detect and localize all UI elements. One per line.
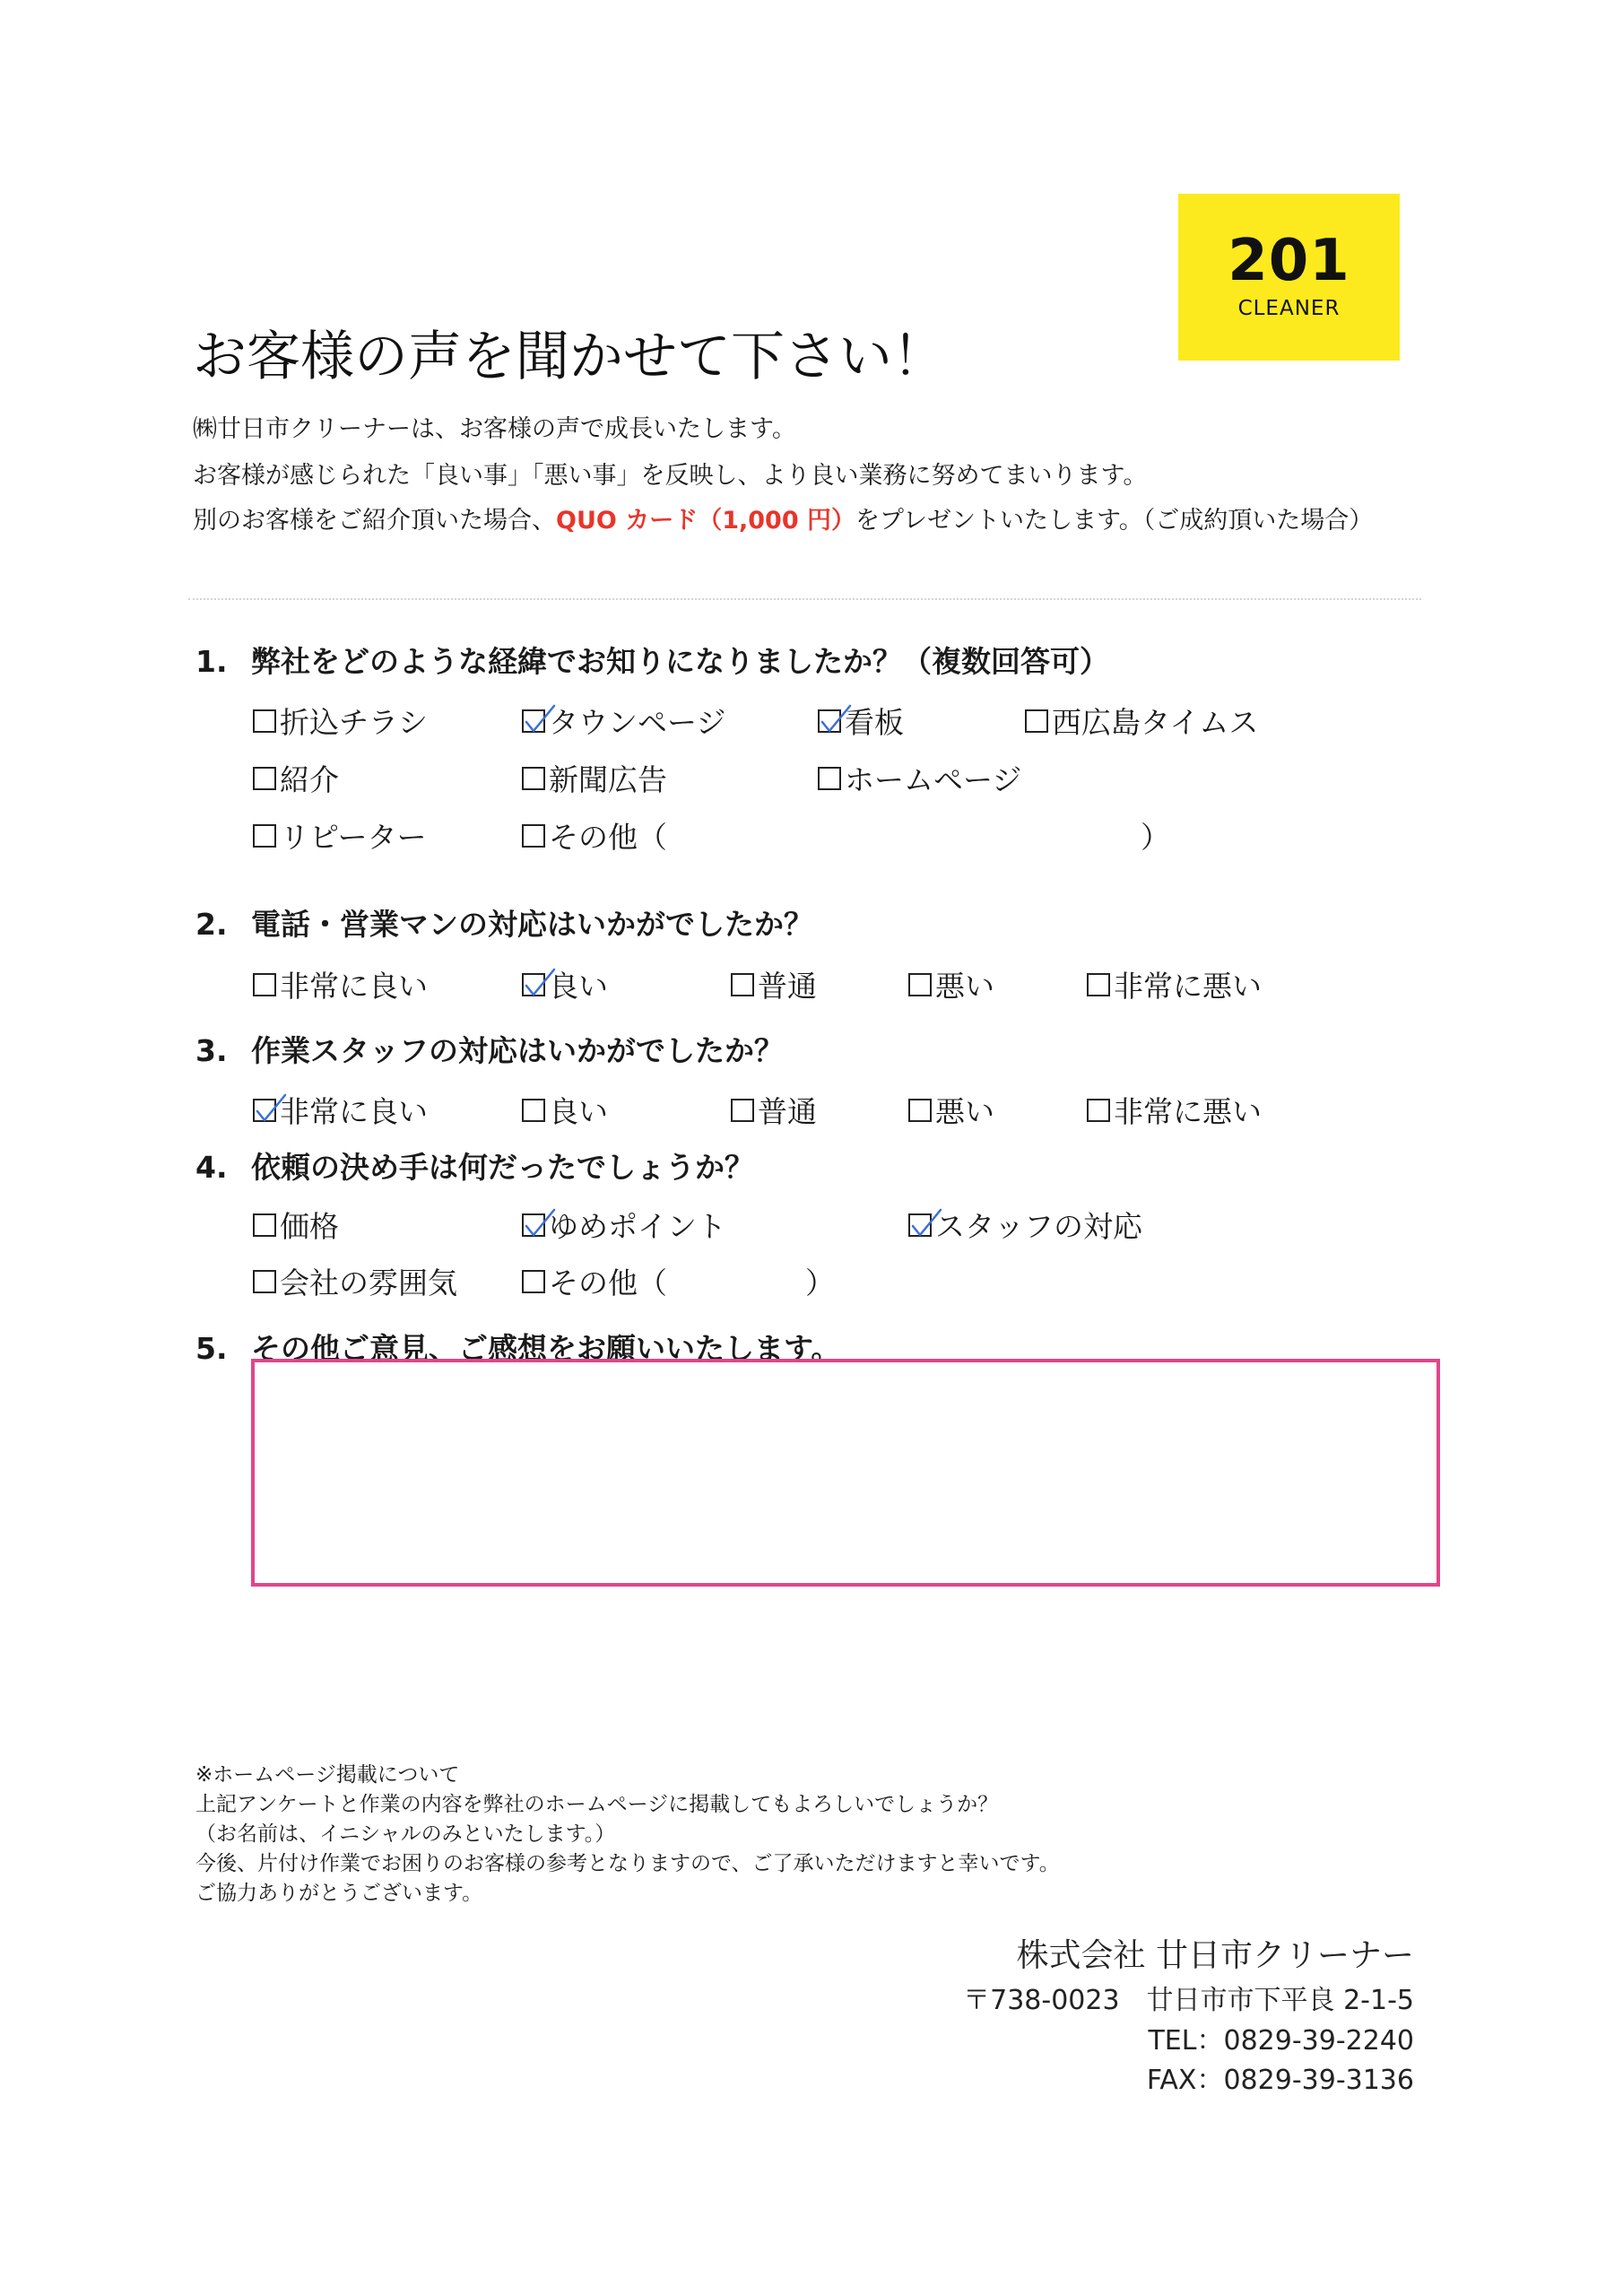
option-label: リピーター — [280, 820, 427, 855]
option-q2-2[interactable] — [522, 963, 608, 1005]
option-other-close: ） — [805, 1265, 835, 1300]
question-number: 5. — [195, 1331, 228, 1366]
option-label: 紹介 — [280, 762, 339, 797]
option-q1-1[interactable] — [253, 700, 428, 742]
checkbox[interactable] — [818, 709, 841, 733]
option-q3-5[interactable] — [1087, 1089, 1262, 1131]
checkbox[interactable] — [253, 709, 276, 733]
intro-line-3 — [193, 500, 1373, 535]
option-other-close: ） — [1141, 820, 1170, 855]
option-label: ホームページ — [845, 762, 1022, 797]
option-q1-9[interactable] — [522, 814, 667, 857]
checkbox[interactable] — [253, 824, 276, 848]
option-label: 看板 — [845, 705, 904, 740]
check-mark-icon — [522, 966, 558, 998]
checkbox[interactable] — [253, 767, 276, 790]
option-label: 西広島タイムス — [1052, 705, 1259, 740]
notice-line-2: 上記アンケートと作業の内容を弊社のホームページに掲載してもよろしいでしょうか？ — [195, 1793, 999, 1816]
option-label: 良い — [549, 969, 608, 1004]
notice-line-4: 今後、片付け作業でお困りのお客様の参考となりますので、ご了承いただけますと幸いです。 — [195, 1852, 1060, 1875]
checkbox[interactable] — [522, 767, 545, 790]
question-number: 3. — [195, 1033, 228, 1068]
check-mark-icon — [908, 1206, 944, 1239]
intro-line-2: お客様が感じられた「良い事」「悪い事」を反映し、より良い業務に努めてまいります。 — [193, 462, 1148, 490]
checkbox[interactable] — [253, 1270, 276, 1293]
checkbox[interactable] — [731, 973, 754, 996]
question-text: 依頼の決め手は何だったでしょうか？ — [251, 1150, 754, 1185]
option-q2-1[interactable] — [253, 963, 428, 1005]
checkbox[interactable] — [253, 1099, 276, 1122]
page-title: お客様の声を聞かせて下さい！ — [193, 326, 946, 388]
checkbox[interactable] — [818, 767, 841, 790]
option-q2-5[interactable] — [1087, 963, 1262, 1005]
checkbox[interactable] — [1087, 1099, 1110, 1122]
checkbox[interactable] — [522, 1213, 545, 1237]
checkbox[interactable] — [1025, 709, 1048, 733]
question-3 — [195, 1028, 784, 1070]
question-text: 弊社をどのような経緯でお知りになりましたか？（複数回答可） — [251, 644, 1109, 679]
option-q1-5[interactable] — [253, 757, 339, 799]
option-label: 非常に良い — [280, 969, 428, 1004]
check-mark-icon — [522, 702, 558, 735]
question-text: 電話・営業マンの対応はいかがでしたか？ — [251, 907, 813, 942]
checkbox[interactable] — [522, 973, 545, 996]
option-q4-5[interactable] — [522, 1260, 667, 1302]
checkbox[interactable] — [1087, 973, 1110, 996]
question-1 — [195, 639, 1109, 681]
company-logo — [1178, 194, 1400, 361]
option-q3-4[interactable] — [908, 1089, 994, 1131]
checkbox[interactable] — [522, 709, 545, 733]
company-address: 〒738-0023 廿日市市下平良 2-1-5 — [963, 1985, 1414, 2016]
question-number: 2. — [195, 907, 228, 942]
question-text: その他ご意見、ご感想をお願いいたします。 — [251, 1331, 841, 1366]
checkbox[interactable] — [908, 973, 932, 996]
option-label: タウンページ — [549, 705, 726, 740]
option-q3-1[interactable] — [253, 1089, 428, 1131]
option-label: スタッフの対応 — [935, 1209, 1142, 1244]
option-q1-4[interactable] — [1025, 700, 1258, 742]
question-text: 作業スタッフの対応はいかがでしたか？ — [251, 1033, 784, 1068]
checkbox[interactable] — [522, 824, 545, 848]
option-label: ゆめポイント — [549, 1209, 726, 1244]
notice-line-5: ご協力ありがとうございます。 — [195, 1882, 483, 1905]
option-label: 価格 — [280, 1209, 339, 1244]
option-q2-3[interactable] — [731, 963, 817, 1005]
checkbox[interactable] — [522, 1270, 545, 1293]
checkbox[interactable] — [522, 1099, 545, 1122]
option-label: 良い — [549, 1094, 608, 1129]
intro-line-3-after: をプレゼントいたします。（ご成約頂いた場合） — [855, 507, 1374, 535]
notice-line-3: （お名前は、イニシャルのみといたします。） — [195, 1822, 616, 1846]
checkbox[interactable] — [731, 1099, 754, 1122]
question-4 — [195, 1144, 754, 1187]
option-label: 会社の雰囲気 — [280, 1265, 457, 1300]
option-q3-2[interactable] — [522, 1089, 608, 1131]
option-label: 非常に悪い — [1114, 1094, 1262, 1129]
option-q1-6[interactable] — [522, 757, 667, 799]
option-q4-2[interactable] — [522, 1204, 726, 1246]
intro-line-1: ㈱廿日市クリーナーは、お客様の声で成長いたします。 — [193, 415, 796, 443]
checkbox[interactable] — [253, 973, 276, 996]
option-label: 折込チラシ — [280, 705, 428, 740]
option-label: 悪い — [935, 1094, 994, 1129]
option-q4-3[interactable] — [908, 1204, 1142, 1246]
checkbox[interactable] — [908, 1213, 932, 1237]
logo-number: 201 — [1228, 228, 1350, 294]
intro-line-3-before: 別のお客様をご紹介頂いた場合、 — [193, 507, 556, 535]
option-q2-4[interactable] — [908, 963, 994, 1005]
company-name: 株式会社 廿日市クリーナー — [1016, 1937, 1414, 1974]
option-label: 普通 — [758, 1094, 817, 1129]
logo-text: CLEANER — [1237, 297, 1341, 320]
option-label: その他（ — [549, 1265, 667, 1300]
option-label: 非常に良い — [280, 1094, 428, 1129]
question-number: 4. — [195, 1150, 228, 1185]
option-label: 新聞広告 — [549, 762, 667, 797]
option-label: その他（ — [549, 820, 667, 855]
option-q1-2[interactable] — [522, 700, 725, 742]
option-q3-3[interactable] — [731, 1089, 817, 1131]
quo-card-highlight: QUO カード（1,000 円） — [556, 507, 856, 535]
option-label: 非常に悪い — [1114, 969, 1262, 1004]
notice-line-1: ※ホームページ掲載について — [195, 1763, 460, 1787]
check-mark-icon — [253, 1091, 289, 1124]
option-q1-8[interactable] — [253, 814, 427, 857]
checkbox[interactable] — [908, 1099, 932, 1122]
comment-textarea[interactable] — [251, 1359, 1440, 1587]
company-tel: TEL：0829-39-2240 — [1148, 2025, 1414, 2057]
question-2 — [195, 901, 813, 944]
checkbox[interactable] — [253, 1213, 276, 1237]
question-number: 1. — [195, 644, 228, 679]
option-q4-4[interactable] — [253, 1260, 457, 1302]
option-q1-3[interactable] — [818, 700, 904, 742]
check-mark-icon — [522, 1206, 558, 1239]
option-label: 普通 — [758, 969, 817, 1004]
divider — [188, 598, 1421, 600]
option-q4-1[interactable] — [253, 1204, 339, 1246]
check-mark-icon — [818, 702, 854, 735]
option-q1-7[interactable] — [818, 757, 1021, 799]
option-label: 悪い — [935, 969, 994, 1004]
company-fax: FAX：0829-39-3136 — [1146, 2065, 1414, 2096]
